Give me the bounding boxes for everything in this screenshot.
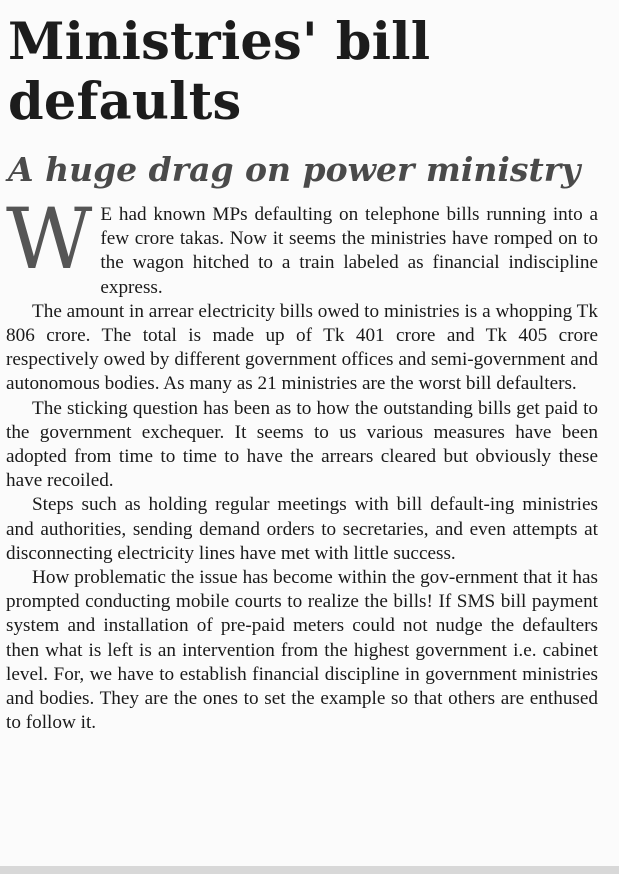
bottom-border — [0, 866, 619, 874]
paragraph-5: How problematic the issue has become within the gov-ernment that it has prompted conducting mobile courts to realize the bills! If SMS bill payment system and installation of pre-paid meters could not nudge the defaulters then what is left is an intervention from the highest government i.e. cabinet level. For, we have to establish financial discipline in government ministries and bodies. They are the ones to set the example so that others are enthused to follow it. — [6, 567, 598, 734]
paragraph-1 — [6, 190, 598, 300]
paragraph-1-text: E had known MPs defaulting on telephone bills running into a few crore takas. Now it seems the ministries have romped on to the wagon hitched to a train labeled as financial indiscipline express. — [100, 204, 598, 298]
paragraph-4: Steps such as holding regular meetings with bill default-ing ministries and authorities, sending demand orders to secretaries, and even attempts at disconnecting electricity lines have met with little success. — [6, 494, 598, 564]
article-body — [6, 190, 598, 735]
paragraph-2: The amount in arrear electricity bills owed to ministries is a whopping Tk 806 crore. The total is made up of Tk 401 crore and Tk 405 crore respectively owed by different government offices and semi-government and autonomous bodies. As many as 21 ministries are the worst bill defaulters. — [6, 300, 598, 395]
drop-cap: W — [6, 190, 93, 288]
paragraph-3: The sticking question has been as to how the outstanding bills get paid to the government exchequer. It seems to us various measures have been adopted from time to time to have the arrears cleared but obviously these have recoiled. — [6, 397, 598, 492]
subheadline: A huge drag on power ministry — [8, 150, 581, 189]
headline: Ministries' bill defaults — [8, 12, 431, 132]
